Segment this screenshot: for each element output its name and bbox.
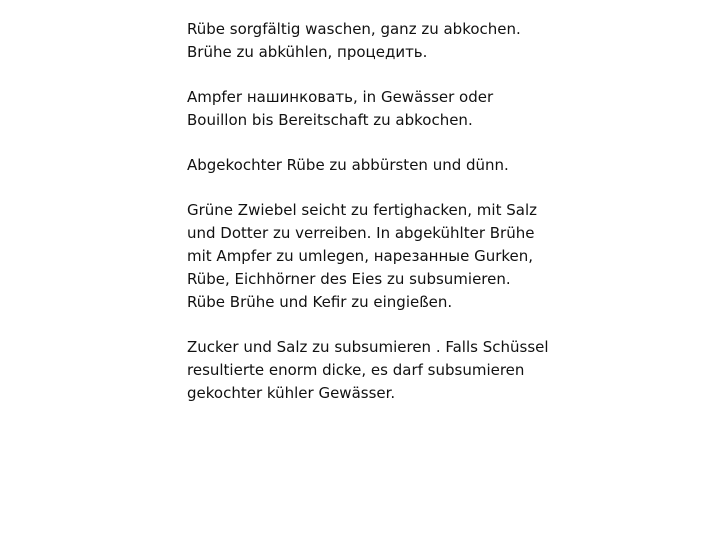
text-line: Ampfer нашинковать, in Gewässer oder — [187, 88, 494, 106]
paragraph-5 — [187, 336, 567, 405]
paragraph-2 — [187, 86, 567, 132]
paragraph-1 — [187, 18, 567, 64]
text-line: Zucker und Salz zu subsumieren . Falls Schüssel — [187, 338, 549, 356]
text-line: Rübe Brühe und Kefir zu eingießen. — [187, 293, 453, 311]
text-line: mit Ampfer zu umlegen, нарезанные Gurken, — [187, 247, 534, 265]
text-line: gekochter kühler Gewässer. — [187, 384, 396, 402]
text-line: Rübe sorgfältig waschen, ganz zu abkochen. — [187, 20, 521, 38]
text-line: resultierte enorm dicke, es darf subsumieren — [187, 361, 525, 379]
paragraph-3 — [187, 154, 567, 177]
text-line: Rübe, Eichhörner des Eies zu subsumieren. — [187, 270, 511, 288]
text-line: Abgekochter Rübe zu abbürsten und dünn. — [187, 156, 509, 174]
recipe-text — [187, 18, 567, 427]
text-line: und Dotter zu verreiben. In abgekühlter Brühe — [187, 224, 535, 242]
text-line: Bouillon bis Bereitschaft zu abkochen. — [187, 111, 473, 129]
text-line: Brühe zu abkühlen, процедить. — [187, 43, 428, 61]
text-line: Grüne Zwiebel seicht zu fertighacken, mit Salz — [187, 201, 537, 219]
paragraph-4 — [187, 199, 567, 314]
